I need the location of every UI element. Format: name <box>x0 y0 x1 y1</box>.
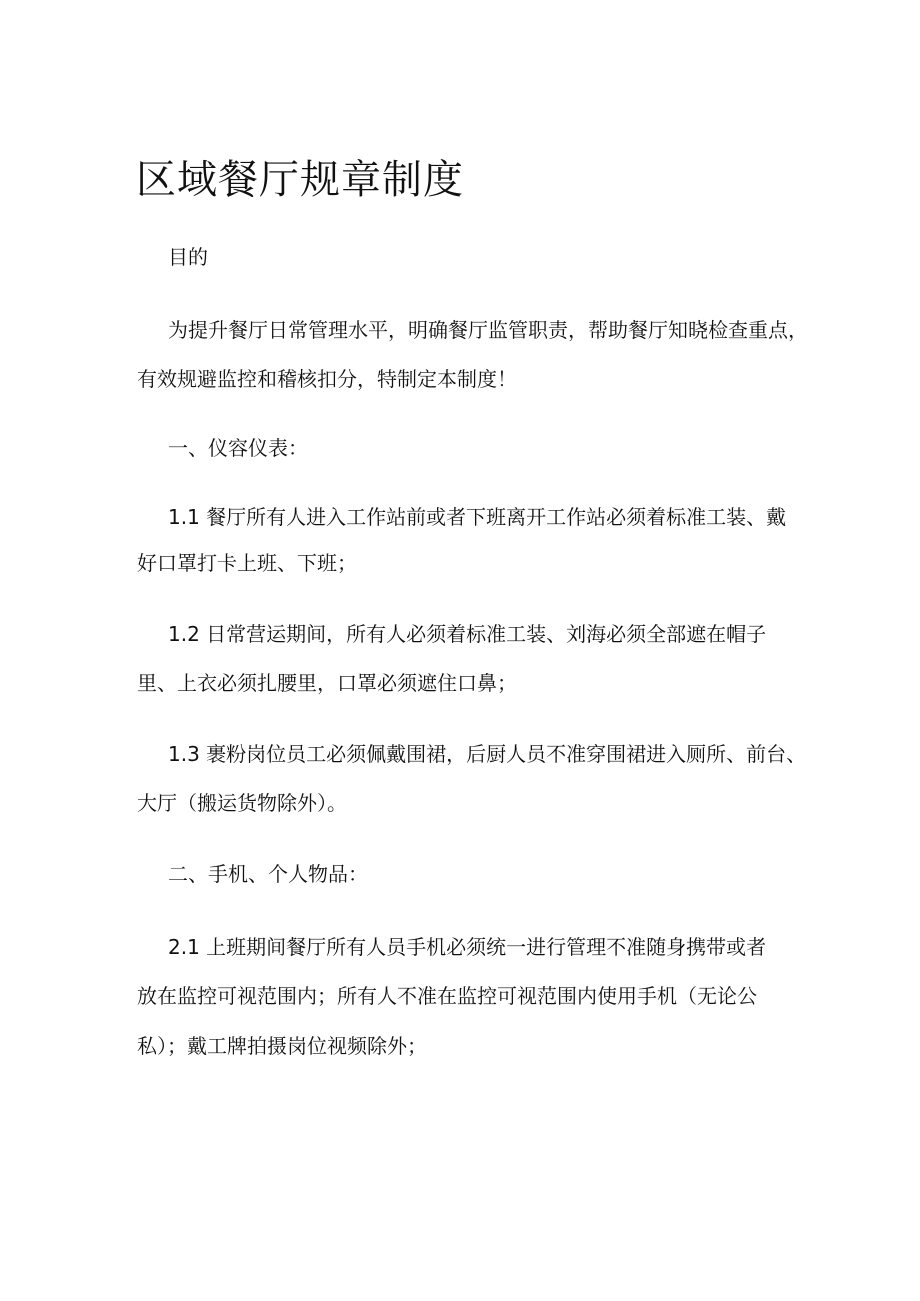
item-1-3-line-2: 大厅（搬运货物除外）。 <box>137 791 347 815</box>
section-heading-appearance: 一、仪容仪表： <box>168 436 308 460</box>
item-2-1-line-1: 2.1 上班期间餐厅所有人员手机必须统一进行管理不准随身携带或者 <box>168 935 767 959</box>
item-1-2-line-1: 1.2 日常营运期间，所有人必须着标准工装、刘海必须全部遮在帽子 <box>168 622 767 646</box>
section-heading-phone: 二、手机、个人物品： <box>168 862 368 886</box>
purpose-heading: 目的 <box>168 245 208 269</box>
item-2-1-line-3: 私）；戴工牌拍摄岗位视频除外； <box>137 1034 427 1058</box>
item-1-3-line-1: 1.3 裹粉岗位员工必须佩戴围裙，后厨人员不准穿围裙进入厕所、前台、 <box>168 742 807 766</box>
item-1-1-line-1: 1.1 餐厅所有人进入工作站前或者下班离开工作站必须着标准工装、戴 <box>168 505 787 529</box>
item-2-1-line-2: 放在监控可视范围内；所有人不准在监控可视范围内使用手机（无论公 <box>137 984 757 1008</box>
purpose-text-line-1: 为提升餐厅日常管理水平，明确餐厅监管职责，帮助餐厅知晓检查重点， <box>168 318 808 342</box>
item-1-1-line-2: 好口罩打卡上班、下班； <box>137 551 357 575</box>
document-title: 区域餐厅规章制度 <box>136 157 464 203</box>
item-1-2-line-2: 里、上衣必须扎腰里，口罩必须遮住口鼻； <box>137 671 517 695</box>
purpose-text-line-2: 有效规避监控和稽核扣分，特制定本制度！ <box>137 367 517 391</box>
